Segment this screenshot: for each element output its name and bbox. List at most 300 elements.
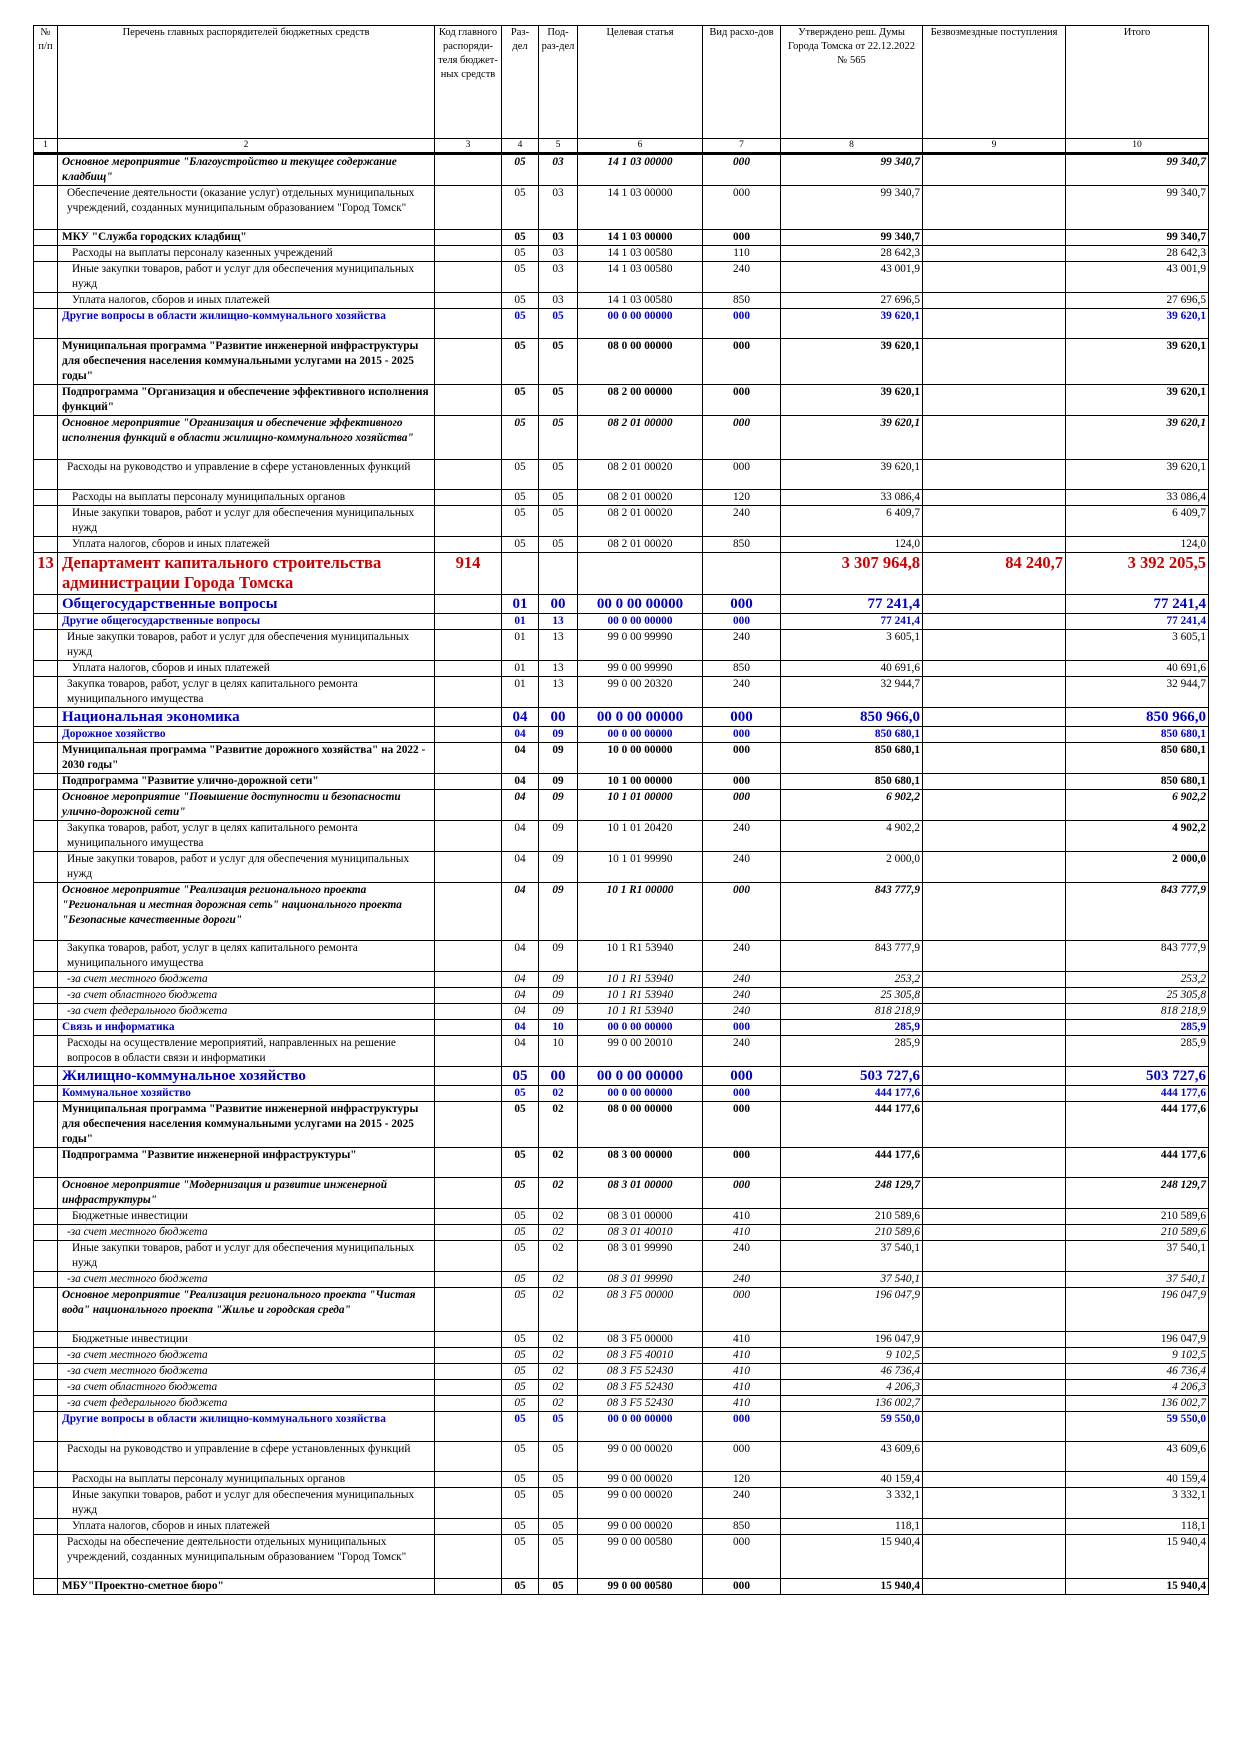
row-grants xyxy=(923,1348,1066,1364)
table-row xyxy=(34,1225,1209,1241)
row-code xyxy=(435,1209,502,1225)
table-row xyxy=(34,1442,1209,1472)
row-approved: 285,9 xyxy=(781,1036,923,1067)
table-row xyxy=(34,1519,1209,1535)
row-target-article: 08 3 01 00000 xyxy=(578,1178,703,1209)
row-grants: 84 240,7 xyxy=(923,553,1066,595)
row-subsection: 09 xyxy=(539,821,578,852)
row-expense-type: 850 xyxy=(703,537,781,553)
row-expense-type: 000 xyxy=(703,385,781,416)
row-name: Расходы на обеспечение деятельности отдельных муниципальных учреждений, созданных муниципальным образованием "Город Томск" xyxy=(58,1535,435,1579)
row-expense-type: 000 xyxy=(703,1442,781,1472)
row-name: Дорожное хозяйство xyxy=(58,727,435,743)
row-number xyxy=(34,1579,58,1595)
row-subsection: 02 xyxy=(539,1332,578,1348)
row-section: 04 xyxy=(502,988,539,1004)
row-expense-type xyxy=(703,553,781,595)
row-number xyxy=(34,1332,58,1348)
row-approved: 444 177,6 xyxy=(781,1102,923,1148)
row-number xyxy=(34,1209,58,1225)
row-total: 15 940,4 xyxy=(1066,1579,1209,1595)
row-expense-type: 000 xyxy=(703,1535,781,1579)
row-subsection: 02 xyxy=(539,1396,578,1412)
row-total: 39 620,1 xyxy=(1066,416,1209,460)
row-subsection: 02 xyxy=(539,1288,578,1332)
row-grants xyxy=(923,1332,1066,1348)
row-approved: 248 129,7 xyxy=(781,1178,923,1209)
row-name: Бюджетные инвестиции xyxy=(58,1332,435,1348)
row-number xyxy=(34,460,58,490)
row-target-article: 14 1 03 00000 xyxy=(578,186,703,230)
row-subsection: 05 xyxy=(539,1412,578,1442)
row-target-article: 10 1 R1 00000 xyxy=(578,883,703,941)
row-name: Основное мероприятие "Реализация регионального проекта "Региональная и местная дорожная сеть" национального проекта "Безопасные качественные дороги" xyxy=(58,883,435,941)
row-name: Обеспечение деятельности (оказание услуг) отдельных муниципальных учреждений, созданных муниципальным образованием "Город Томск" xyxy=(58,186,435,230)
row-approved: 59 550,0 xyxy=(781,1412,923,1442)
row-name: Основное мероприятие "Повышение доступности и безопасности улично-дорожной сети" xyxy=(58,790,435,821)
row-total: 136 002,7 xyxy=(1066,1396,1209,1412)
row-grants xyxy=(923,708,1066,727)
row-expense-type: 240 xyxy=(703,630,781,661)
row-number xyxy=(34,1288,58,1332)
row-target-article: 08 3 01 99990 xyxy=(578,1272,703,1288)
row-grants xyxy=(923,661,1066,677)
row-approved: 124,0 xyxy=(781,537,923,553)
row-subsection: 03 xyxy=(539,293,578,309)
row-number xyxy=(34,661,58,677)
row-expense-type: 410 xyxy=(703,1332,781,1348)
row-target-article: 14 1 03 00580 xyxy=(578,246,703,262)
row-approved: 33 086,4 xyxy=(781,490,923,506)
row-target-article: 08 2 01 00020 xyxy=(578,506,703,537)
row-expense-type: 000 xyxy=(703,595,781,614)
row-name: МБУ"Проектно-сметное бюро" xyxy=(58,1579,435,1595)
row-subsection: 02 xyxy=(539,1209,578,1225)
row-section: 01 xyxy=(502,614,539,630)
col-number: 10 xyxy=(1066,139,1209,154)
row-expense-type: 240 xyxy=(703,1488,781,1519)
row-target-article: 10 1 01 99990 xyxy=(578,852,703,883)
row-approved: 40 159,4 xyxy=(781,1472,923,1488)
row-section: 05 xyxy=(502,1412,539,1442)
row-grants xyxy=(923,154,1066,186)
row-grants xyxy=(923,416,1066,460)
row-approved: 850 680,1 xyxy=(781,774,923,790)
row-grants xyxy=(923,1148,1066,1178)
row-target-article: 99 0 00 00020 xyxy=(578,1519,703,1535)
row-approved: 285,9 xyxy=(781,1020,923,1036)
row-subsection: 02 xyxy=(539,1178,578,1209)
row-total: 210 589,6 xyxy=(1066,1225,1209,1241)
row-subsection: 13 xyxy=(539,614,578,630)
row-expense-type: 240 xyxy=(703,972,781,988)
row-name: -за счет местного бюджета xyxy=(58,1364,435,1380)
table-row xyxy=(34,790,1209,821)
row-grants xyxy=(923,774,1066,790)
row-grants xyxy=(923,821,1066,852)
row-grants xyxy=(923,490,1066,506)
row-target-article: 14 1 03 00580 xyxy=(578,262,703,293)
row-total: 818 218,9 xyxy=(1066,1004,1209,1020)
row-grants xyxy=(923,1519,1066,1535)
row-name: Основное мероприятие "Модернизация и развитие инженерной инфраструктуры" xyxy=(58,1178,435,1209)
table-row xyxy=(34,246,1209,262)
row-name: Департамент капитального строительства администрации Города Томска xyxy=(58,553,435,595)
row-section: 04 xyxy=(502,941,539,972)
row-expense-type: 000 xyxy=(703,154,781,186)
row-expense-type: 000 xyxy=(703,1102,781,1148)
row-target-article: 99 0 00 00020 xyxy=(578,1442,703,1472)
table-row xyxy=(34,385,1209,416)
row-number xyxy=(34,630,58,661)
col-number: 2 xyxy=(58,139,435,154)
row-total: 210 589,6 xyxy=(1066,1209,1209,1225)
row-grants xyxy=(923,1178,1066,1209)
row-section: 05 xyxy=(502,1225,539,1241)
row-grants xyxy=(923,537,1066,553)
row-code xyxy=(435,339,502,385)
row-total: 77 241,4 xyxy=(1066,595,1209,614)
row-grants xyxy=(923,1102,1066,1148)
table-row xyxy=(34,1396,1209,1412)
row-name: Национальная экономика xyxy=(58,708,435,727)
row-number xyxy=(34,262,58,293)
col-number: 1 xyxy=(34,139,58,154)
row-name: Основное мероприятие "Организация и обеспечение эффективного исполнения функций в области жилищно-коммунального хозяйства" xyxy=(58,416,435,460)
row-grants xyxy=(923,186,1066,230)
row-number xyxy=(34,1442,58,1472)
row-name: Основное мероприятие "Благоустройство и текущее содержание кладбищ" xyxy=(58,154,435,186)
row-total: 59 550,0 xyxy=(1066,1412,1209,1442)
row-name: -за счет местного бюджета xyxy=(58,1272,435,1288)
row-code xyxy=(435,1579,502,1595)
row-total: 4 902,2 xyxy=(1066,821,1209,852)
table-row xyxy=(34,1348,1209,1364)
row-expense-type: 240 xyxy=(703,941,781,972)
row-name: Иные закупки товаров, работ и услуг для обеспечения муниципальных нужд xyxy=(58,506,435,537)
row-expense-type: 000 xyxy=(703,1067,781,1086)
row-subsection: 02 xyxy=(539,1241,578,1272)
row-approved: 444 177,6 xyxy=(781,1148,923,1178)
row-number xyxy=(34,1102,58,1148)
col-header-num: № п/п xyxy=(34,26,58,139)
row-subsection: 02 xyxy=(539,1086,578,1102)
budget-table xyxy=(33,25,1209,1595)
row-code xyxy=(435,1086,502,1102)
row-number xyxy=(34,972,58,988)
row-approved: 39 620,1 xyxy=(781,460,923,490)
row-code xyxy=(435,852,502,883)
row-grants xyxy=(923,1364,1066,1380)
row-name: Подпрограмма "Развитие улично-дорожной сети" xyxy=(58,774,435,790)
row-target-article: 00 0 00 00000 xyxy=(578,309,703,339)
row-name: Уплата налогов, сборов и иных платежей xyxy=(58,661,435,677)
row-code xyxy=(435,727,502,743)
row-code: 914 xyxy=(435,553,502,595)
row-approved: 4 902,2 xyxy=(781,821,923,852)
row-code xyxy=(435,677,502,708)
row-target-article: 10 1 R1 53940 xyxy=(578,1004,703,1020)
row-section: 05 xyxy=(502,1488,539,1519)
row-target-article: 08 3 F5 52430 xyxy=(578,1364,703,1380)
row-grants xyxy=(923,1225,1066,1241)
row-grants xyxy=(923,1241,1066,1272)
row-subsection: 05 xyxy=(539,1472,578,1488)
row-number xyxy=(34,1535,58,1579)
table-row xyxy=(34,941,1209,972)
row-number xyxy=(34,339,58,385)
row-number xyxy=(34,309,58,339)
row-code xyxy=(435,1004,502,1020)
table-row xyxy=(34,1380,1209,1396)
row-grants xyxy=(923,883,1066,941)
row-target-article: 10 1 00 00000 xyxy=(578,774,703,790)
row-total: 37 540,1 xyxy=(1066,1241,1209,1272)
row-total: 39 620,1 xyxy=(1066,339,1209,385)
row-target-article: 08 3 00 00000 xyxy=(578,1148,703,1178)
row-expense-type: 850 xyxy=(703,293,781,309)
row-target-article: 08 3 01 99990 xyxy=(578,1241,703,1272)
row-code xyxy=(435,1272,502,1288)
row-target-article: 08 3 F5 40010 xyxy=(578,1348,703,1364)
row-target-article: 99 0 00 00020 xyxy=(578,1472,703,1488)
row-target-article: 99 0 00 20320 xyxy=(578,677,703,708)
row-total: 6 902,2 xyxy=(1066,790,1209,821)
row-approved: 4 206,3 xyxy=(781,1380,923,1396)
row-expense-type: 240 xyxy=(703,852,781,883)
row-name: -за счет местного бюджета xyxy=(58,1225,435,1241)
row-grants xyxy=(923,941,1066,972)
table-row xyxy=(34,1036,1209,1067)
table-row xyxy=(34,154,1209,186)
row-total: 43 001,9 xyxy=(1066,262,1209,293)
row-target-article: 10 1 R1 53940 xyxy=(578,988,703,1004)
row-target-article: 10 1 01 20420 xyxy=(578,821,703,852)
table-row xyxy=(34,1102,1209,1148)
row-target-article: 08 0 00 00000 xyxy=(578,1102,703,1148)
table-row xyxy=(34,1412,1209,1442)
table-row xyxy=(34,1364,1209,1380)
row-number xyxy=(34,490,58,506)
row-approved: 27 696,5 xyxy=(781,293,923,309)
row-section: 05 xyxy=(502,1380,539,1396)
row-section: 05 xyxy=(502,1519,539,1535)
row-subsection: 05 xyxy=(539,506,578,537)
col-number: 5 xyxy=(539,139,578,154)
column-number-row xyxy=(34,139,1209,154)
row-number xyxy=(34,1148,58,1178)
row-approved: 39 620,1 xyxy=(781,385,923,416)
row-number xyxy=(34,186,58,230)
row-approved: 39 620,1 xyxy=(781,309,923,339)
row-approved: 210 589,6 xyxy=(781,1209,923,1225)
row-total: 248 129,7 xyxy=(1066,1178,1209,1209)
table-row xyxy=(34,630,1209,661)
row-grants xyxy=(923,972,1066,988)
row-approved: 6 409,7 xyxy=(781,506,923,537)
row-expense-type: 120 xyxy=(703,490,781,506)
row-subsection: 00 xyxy=(539,595,578,614)
row-approved: 503 727,6 xyxy=(781,1067,923,1086)
row-approved: 3 332,1 xyxy=(781,1488,923,1519)
row-grants xyxy=(923,1020,1066,1036)
row-grants xyxy=(923,1067,1066,1086)
row-subsection: 10 xyxy=(539,1036,578,1067)
row-target-article: 99 0 00 00580 xyxy=(578,1535,703,1579)
row-expense-type: 410 xyxy=(703,1225,781,1241)
row-grants xyxy=(923,1288,1066,1332)
row-expense-type: 000 xyxy=(703,339,781,385)
row-number xyxy=(34,537,58,553)
row-number xyxy=(34,708,58,727)
row-approved: 843 777,9 xyxy=(781,941,923,972)
row-code xyxy=(435,1288,502,1332)
table-row xyxy=(34,1020,1209,1036)
row-expense-type: 000 xyxy=(703,1020,781,1036)
row-name: Уплата налогов, сборов и иных платежей xyxy=(58,537,435,553)
row-section: 05 xyxy=(502,1272,539,1288)
row-subsection: 05 xyxy=(539,1535,578,1579)
row-section: 05 xyxy=(502,246,539,262)
row-number xyxy=(34,1272,58,1288)
row-code xyxy=(435,1020,502,1036)
table-row xyxy=(34,506,1209,537)
row-target-article: 99 0 00 00580 xyxy=(578,1579,703,1595)
row-subsection: 03 xyxy=(539,154,578,186)
row-section: 05 xyxy=(502,1209,539,1225)
row-total: 39 620,1 xyxy=(1066,385,1209,416)
row-total: 28 642,3 xyxy=(1066,246,1209,262)
row-subsection: 05 xyxy=(539,1579,578,1595)
row-code xyxy=(435,186,502,230)
row-name: Связь и информатика xyxy=(58,1020,435,1036)
row-subsection: 02 xyxy=(539,1380,578,1396)
row-section: 04 xyxy=(502,708,539,727)
row-section: 05 xyxy=(502,385,539,416)
row-number xyxy=(34,774,58,790)
row-number xyxy=(34,230,58,246)
row-code xyxy=(435,262,502,293)
row-grants xyxy=(923,790,1066,821)
row-section: 04 xyxy=(502,790,539,821)
row-section: 01 xyxy=(502,661,539,677)
col-number: 9 xyxy=(923,139,1066,154)
row-total: 2 000,0 xyxy=(1066,852,1209,883)
row-name: -за счет федерального бюджета xyxy=(58,1396,435,1412)
row-number xyxy=(34,941,58,972)
row-name: Уплата налогов, сборов и иных платежей xyxy=(58,1519,435,1535)
table-row xyxy=(34,339,1209,385)
row-approved: 25 305,8 xyxy=(781,988,923,1004)
row-target-article: 00 0 00 00000 xyxy=(578,614,703,630)
row-total: 37 540,1 xyxy=(1066,1272,1209,1288)
row-subsection: 00 xyxy=(539,1067,578,1086)
row-expense-type: 000 xyxy=(703,1178,781,1209)
row-approved: 196 047,9 xyxy=(781,1288,923,1332)
row-code xyxy=(435,743,502,774)
row-approved: 850 680,1 xyxy=(781,743,923,774)
row-name: -за счет федерального бюджета xyxy=(58,1004,435,1020)
row-code xyxy=(435,385,502,416)
row-approved: 253,2 xyxy=(781,972,923,988)
row-total: 444 177,6 xyxy=(1066,1086,1209,1102)
row-approved: 99 340,7 xyxy=(781,154,923,186)
row-target-article: 08 3 01 00000 xyxy=(578,1209,703,1225)
table-row xyxy=(34,1535,1209,1579)
row-section: 05 xyxy=(502,262,539,293)
row-expense-type: 000 xyxy=(703,727,781,743)
row-expense-type: 240 xyxy=(703,677,781,708)
row-approved: 32 944,7 xyxy=(781,677,923,708)
row-code xyxy=(435,537,502,553)
row-section: 05 xyxy=(502,506,539,537)
row-section: 05 xyxy=(502,1348,539,1364)
row-approved: 99 340,7 xyxy=(781,186,923,230)
row-expense-type: 240 xyxy=(703,1036,781,1067)
row-grants xyxy=(923,614,1066,630)
row-code xyxy=(435,790,502,821)
row-section: 04 xyxy=(502,821,539,852)
row-code xyxy=(435,246,502,262)
row-grants xyxy=(923,1412,1066,1442)
row-code xyxy=(435,774,502,790)
row-section: 05 xyxy=(502,339,539,385)
table-row xyxy=(34,677,1209,708)
row-name: -за счет областного бюджета xyxy=(58,988,435,1004)
row-total: 99 340,7 xyxy=(1066,154,1209,186)
table-row xyxy=(34,1288,1209,1332)
row-total: 124,0 xyxy=(1066,537,1209,553)
row-number xyxy=(34,595,58,614)
col-number: 6 xyxy=(578,139,703,154)
row-code xyxy=(435,595,502,614)
table-row xyxy=(34,988,1209,1004)
row-expense-type: 850 xyxy=(703,1519,781,1535)
row-subsection: 00 xyxy=(539,708,578,727)
row-target-article: 99 0 00 00020 xyxy=(578,1488,703,1519)
row-number xyxy=(34,246,58,262)
table-row xyxy=(34,1067,1209,1086)
row-target-article: 00 0 00 00000 xyxy=(578,1067,703,1086)
row-total: 27 696,5 xyxy=(1066,293,1209,309)
row-name: Иные закупки товаров, работ и услуг для обеспечения муниципальных нужд xyxy=(58,1241,435,1272)
row-target-article: 08 3 F5 52430 xyxy=(578,1396,703,1412)
row-total: 40 691,6 xyxy=(1066,661,1209,677)
row-name: -за счет областного бюджета xyxy=(58,1380,435,1396)
row-section: 04 xyxy=(502,1004,539,1020)
row-target-article xyxy=(578,553,703,595)
row-subsection: 03 xyxy=(539,230,578,246)
table-row xyxy=(34,743,1209,774)
col-number: 8 xyxy=(781,139,923,154)
row-code xyxy=(435,1488,502,1519)
row-section: 04 xyxy=(502,883,539,941)
table-row xyxy=(34,1004,1209,1020)
row-target-article: 08 2 01 00020 xyxy=(578,460,703,490)
row-total: 15 940,4 xyxy=(1066,1535,1209,1579)
row-total: 39 620,1 xyxy=(1066,309,1209,339)
row-total: 253,2 xyxy=(1066,972,1209,988)
row-code xyxy=(435,230,502,246)
row-section: 05 xyxy=(502,1364,539,1380)
row-code xyxy=(435,460,502,490)
row-section: 04 xyxy=(502,727,539,743)
row-grants xyxy=(923,677,1066,708)
row-subsection: 13 xyxy=(539,677,578,708)
row-approved: 3 307 964,8 xyxy=(781,553,923,595)
row-section: 05 xyxy=(502,1148,539,1178)
col-header-name: Перечень главных распорядителей бюджетных средств xyxy=(58,26,435,139)
